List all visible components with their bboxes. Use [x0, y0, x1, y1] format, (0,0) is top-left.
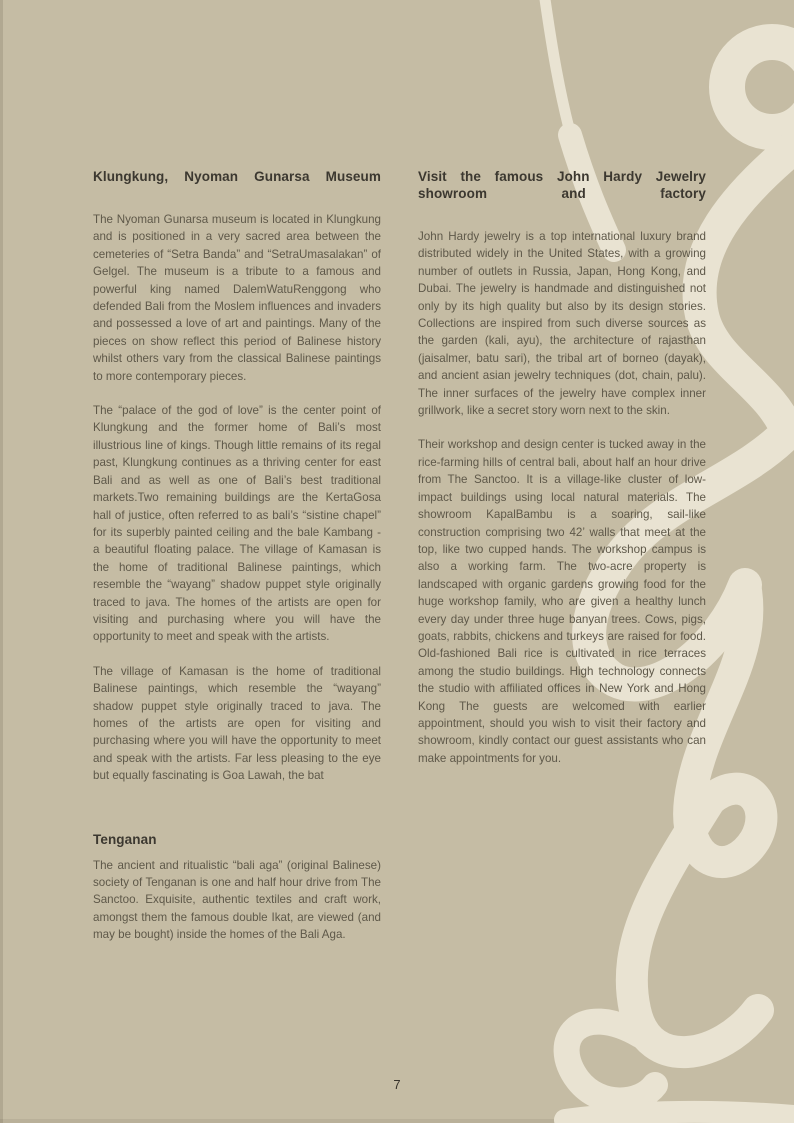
paragraph: The ancient and ritualistic “bali aga” (original Balinese) society of Tenganan is one and half hour drive from The Sanctoo. Exquisite, authentic textiles and craft work, amongst them the famous double Ikat, are viewed (and may be bought) inside the homes of the Bali Aga.	[93, 858, 381, 942]
paragraph: The village of Kamasan is the home of traditional Balinese paintings, which resemble the “wayang” shadow puppet style originally traced to java. The homes of the artists are open for visiting and purchasing where you will have the opportunity to meet and speak with the artists. Far less pleasing to the eye but equally fascinating is Goa Lawah, the bat	[93, 664, 381, 783]
left-column	[93, 168, 381, 974]
two-column-text-layout	[93, 168, 705, 974]
paragraph: Their workshop and design center is tucked away in the rice-farming hills of central bali, about half an hour drive from The Sanctoo. It is a village-like cluster of low-impact buildings using local natural materials. The showroom KapalBambu is a soaring, sail-like construction comprising two 42’ walls that meet at the top, like two cupped hands. The workshop campus is also a working farm. The two-acre property is landscaped with organic gardens growing food for the huge workshop family, who are given a healthy lunch every day under three huge banyan trees. Cows, pigs, goats, rabbits, chickens and turkeys are raised for food. Old-fashioned Bali rice is cultivated in rice terraces among the studio buildings. High technology connects the studio with affiliated offices in New York and Hong Kong The guests are welcomed with earlier appointment, should you wish to visit their factory and showroom, kindly contact our guest assistants who can make appointments for you.	[418, 438, 706, 765]
section-heading-john-hardy: Visit the famous John Hardy Jewelry showroom and factory	[418, 169, 706, 201]
page-number: 7	[393, 1077, 401, 1092]
paragraph: The “palace of the god of love” is the center point of Klungkung and the former home of Bali’s most illustrious line of kings. Though little remains of its regal past, Klungkung continues as a thriving center for east Bali and as well as one of Bali’s best traditional markets.Two remaining buildings are the KertaGosa hall of justice, often referred to as bali’s “sistine chapel” for its superbly painted ceiling and the bale Kambang - a beautiful floating palace. The village of Kamasan is the home of traditional Balinese paintings, which resemble the “wayang” shadow puppet style originally traced to java. The homes of the artists are open for visiting and purchasing where you will have the opportunity to meet and speak with the artists.	[93, 404, 381, 644]
section-tenganan	[93, 831, 381, 944]
right-column	[418, 168, 706, 974]
section-klungkung-museum	[93, 168, 381, 785]
section-john-hardy	[418, 168, 706, 767]
section-heading-tenganan: Tenganan	[93, 831, 157, 847]
paragraph: The Nyoman Gunarsa museum is located in Klungkung and is positioned in a very sacred area between the cemeteries of “Setra Banda” and “SetraUmasalakan” of Gelgel. The museum is a tribute to a famous and powerful king named DalemWatuRenggong who defended Bali from the Moslem influences and invaders and possessed a love of art and paintings. Many of the pieces on show reflect this period of Balinese history whilst others vary from the classical Balinese paintings to more contemporary pieces.	[93, 213, 381, 383]
paragraph: John Hardy jewelry is a top international luxury brand distributed widely in the United States, with a growing number of outlets in Russia, Japan, Hong Kong, and Dubai. The jewelry is handmade and distinguished not only by its high quality but also by its design stories. Collections are inspired from such diverse sources as the garden (kali, ayu), the architecture of rajasthan (jaisalmer, batu sari), the tribal art of borneo (dayak), and ancient asian jewelry techniques (dot, chain, palu). The inner surfaces of the jewelry have complex inner grillwork, like a secret story worn next to the skin.	[418, 230, 706, 418]
section-heading-klungkung: Klungkung, Nyoman Gunarsa Museum	[93, 169, 381, 184]
